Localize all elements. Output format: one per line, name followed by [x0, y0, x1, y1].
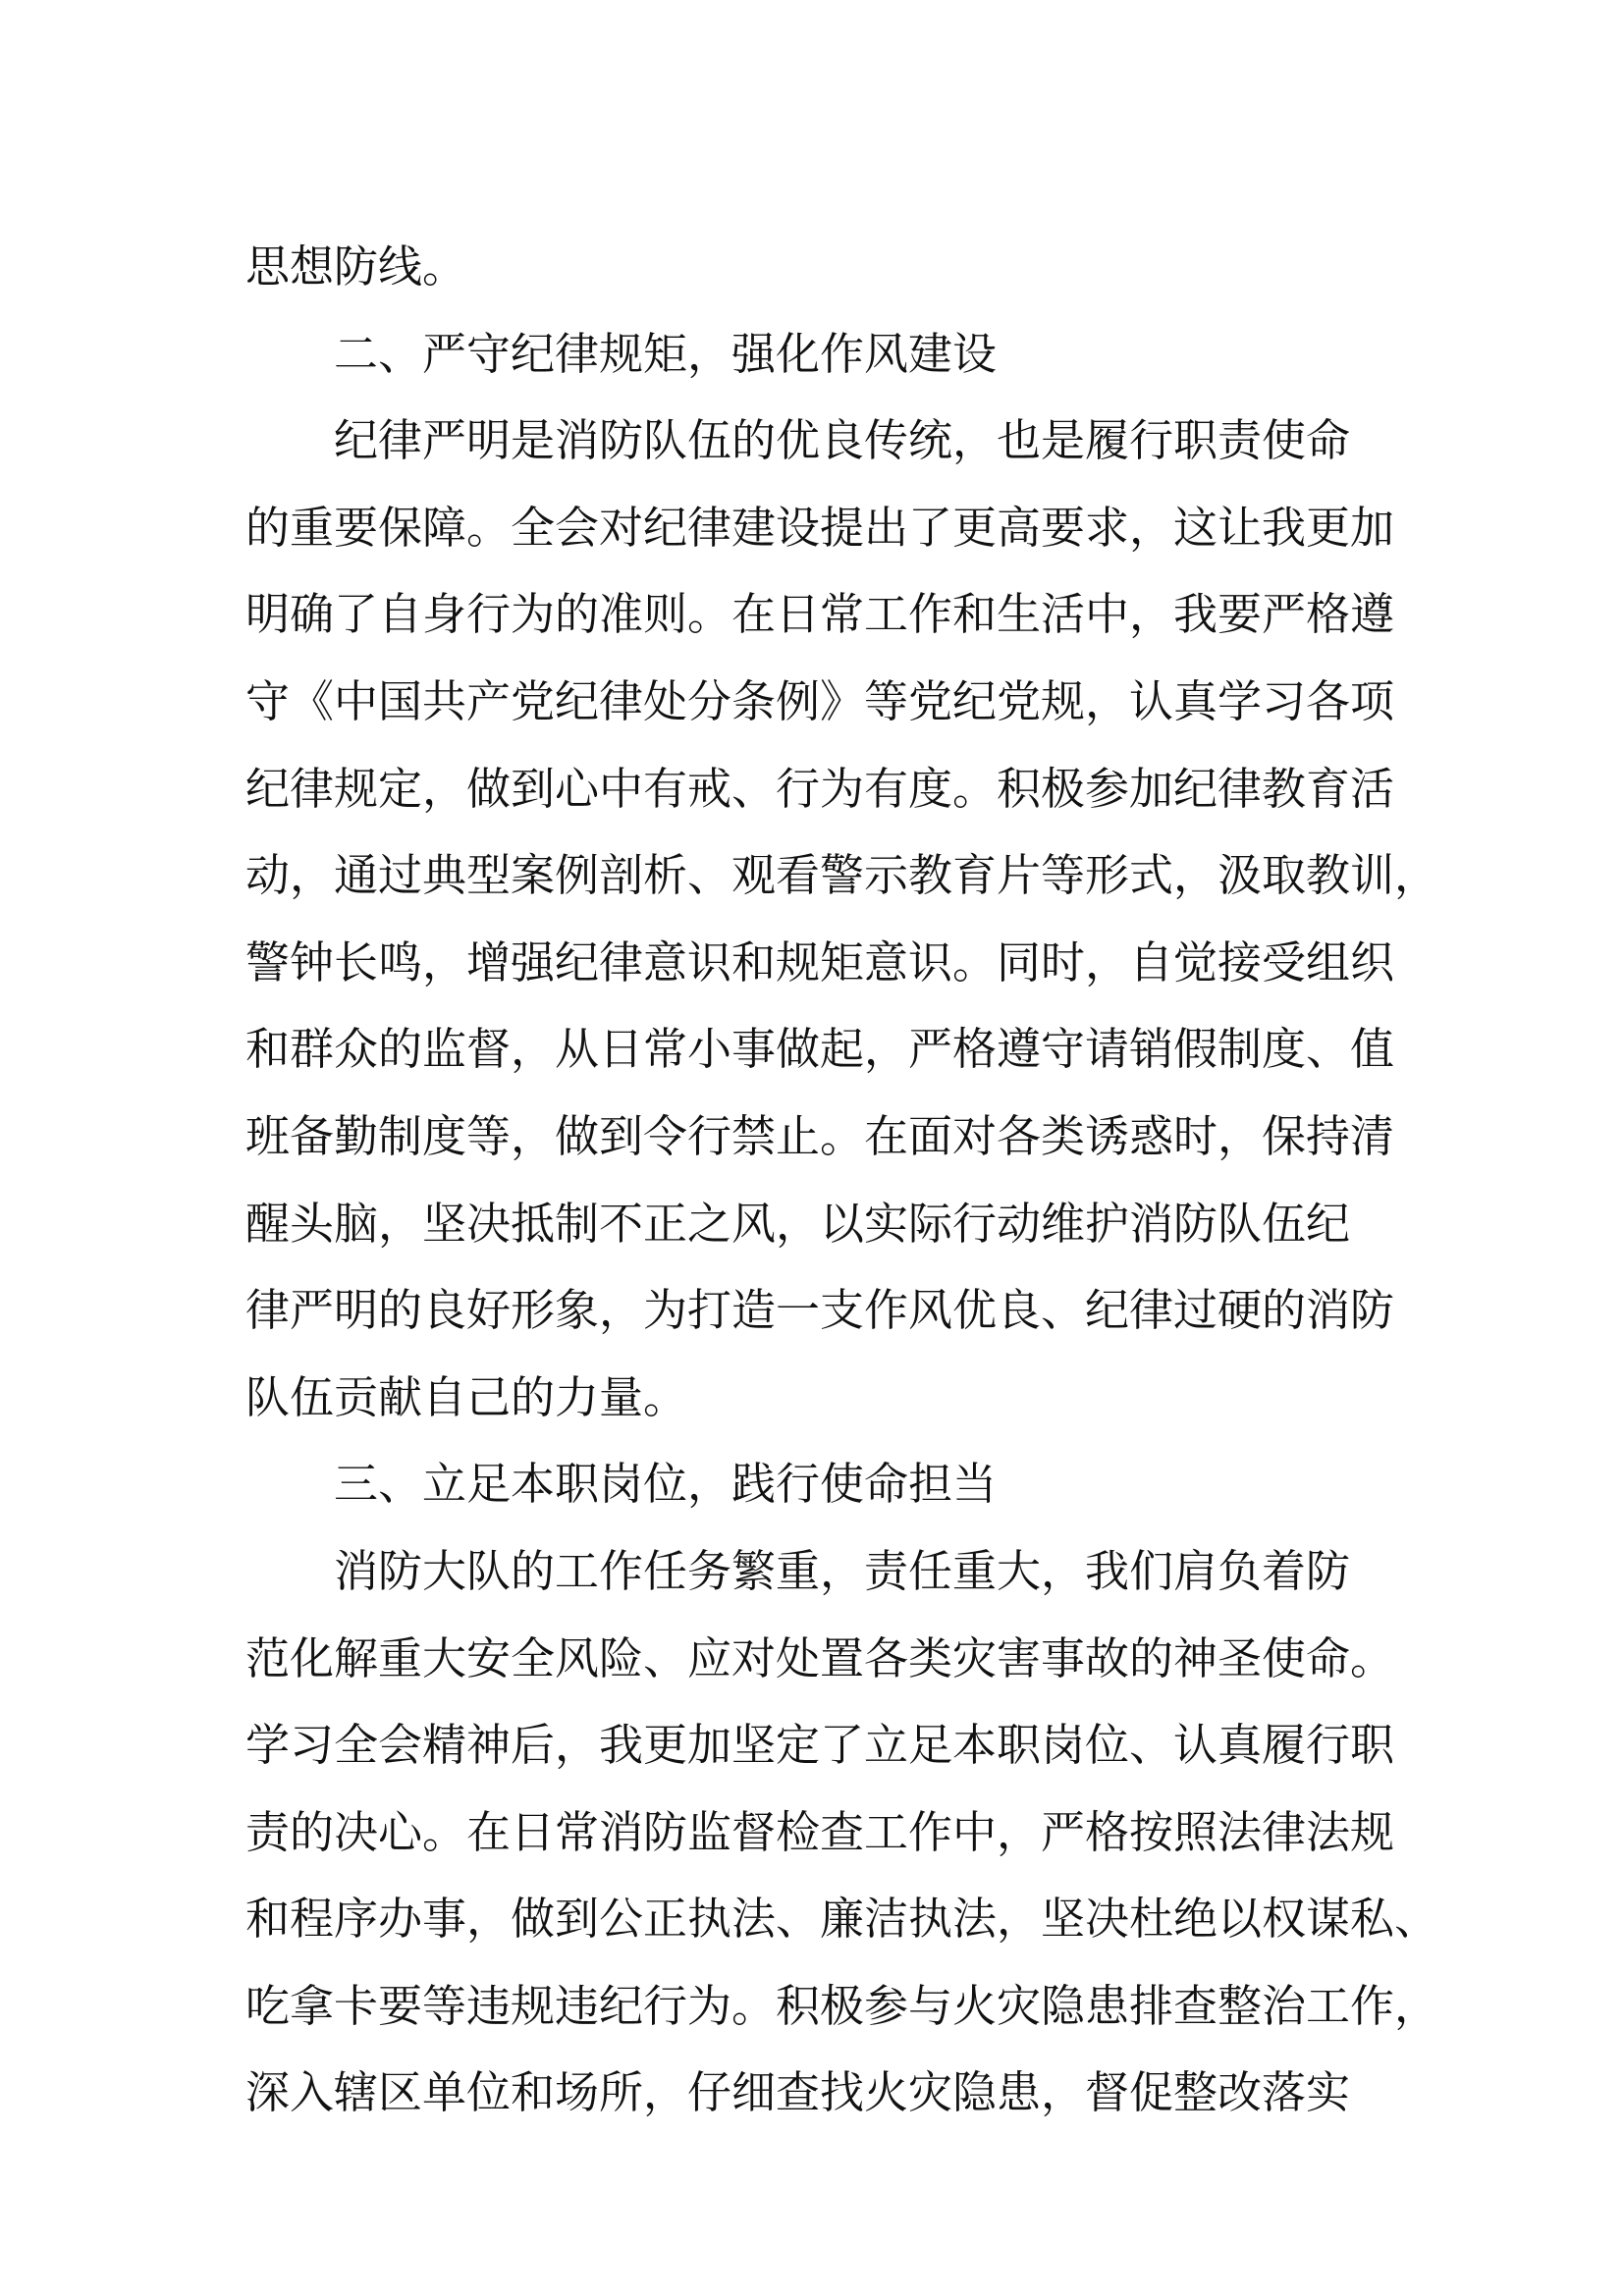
text-line: 责的决心。在日常消防监督检查工作中，严格按照法律法规	[245, 1805, 1395, 1858]
text-line: 和群众的监督，从日常小事做起，严格遵守请销假制度、值	[245, 1023, 1395, 1076]
text-line: 范化解重大安全风险、应对处置各类灾害事故的神圣使命。	[245, 1631, 1395, 1684]
text-line: 吃拿卡要等违规违纪行为。积极参与火灾隐患排查整治工作，	[245, 1979, 1439, 2032]
document-body	[245, 224, 1439, 2137]
text-line: 醒头脑，坚决抵制不正之风，以实际行动维护消防队伍纪	[245, 1197, 1351, 1250]
text-line: 明确了自身行为的准则。在日常工作和生活中，我要严格遵	[245, 588, 1395, 641]
section-heading: 三、立足本职岗位，践行使命担当	[334, 1458, 998, 1511]
text-line: 和程序办事，做到公正执法、廉洁执法，坚决杜绝以权谋私、	[245, 1893, 1439, 1946]
section-heading: 二、严守纪律规矩，强化作风建设	[334, 327, 998, 380]
text-line: 队伍贡献自己的力量。	[245, 1370, 688, 1423]
text-line: 学习全会精神后，我更加坚定了立足本职岗位、认真履行职	[245, 1719, 1395, 1772]
text-line: 律严明的良好形象，为打造一支作风优良、纪律过硬的消防	[245, 1284, 1395, 1337]
text-line: 警钟长鸣，增强纪律意识和规矩意识。同时，自觉接受组织	[245, 935, 1395, 988]
text-line: 消防大队的工作任务繁重，责任重大，我们肩负着防	[334, 1544, 1351, 1597]
text-line: 的重要保障。全会对纪律建设提出了更高要求，这让我更加	[245, 501, 1395, 554]
text-line: 纪律规定，做到心中有戒、行为有度。积极参加纪律教育活	[245, 762, 1395, 815]
text-line: 纪律严明是消防队伍的优良传统，也是履行职责使命	[334, 414, 1351, 467]
text-line: 思想防线。	[245, 240, 467, 293]
text-line: 守《中国共产党纪律处分条例》等党纪党规，认真学习各项	[245, 674, 1395, 727]
text-line: 深入辖区单位和场所，仔细查找火灾隐患，督促整改落实	[245, 2066, 1351, 2119]
text-line: 动，通过典型案例剖析、观看警示教育片等形式，汲取教训，	[245, 849, 1439, 902]
text-line: 班备勤制度等，做到令行禁止。在面对各类诱惑时，保持清	[245, 1109, 1395, 1162]
